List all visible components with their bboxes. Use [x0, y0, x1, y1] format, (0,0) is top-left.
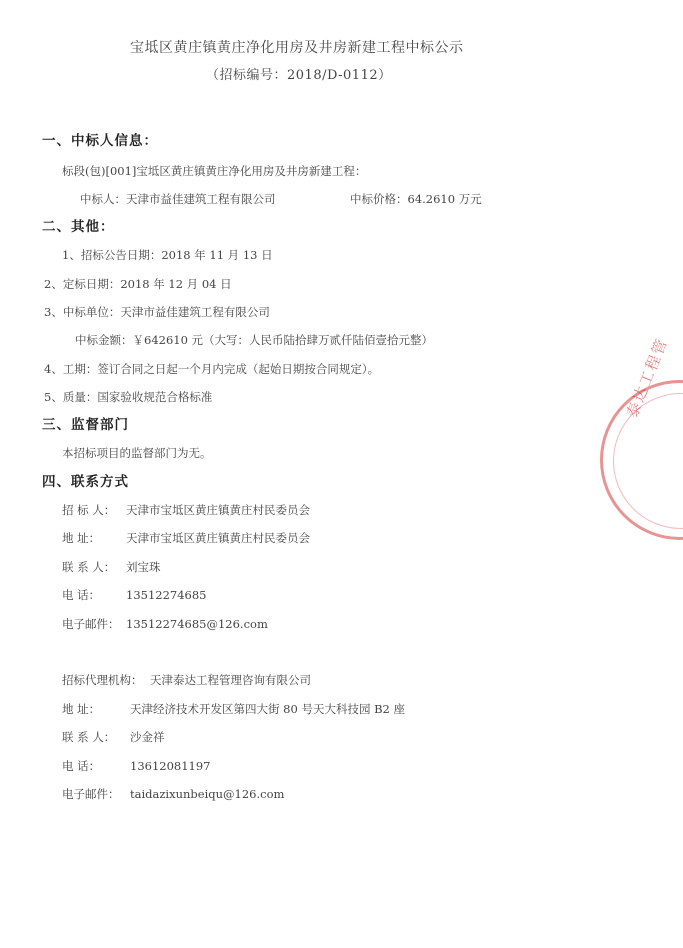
official-seal [600, 334, 683, 540]
section-heading-other: 二、其他： [42, 219, 115, 235]
tenderer-address-value: 天津市宝坻区黄庄镇黄庄村民委员会 [126, 531, 310, 545]
tender-number: （招标编号：2018/D-0112） [206, 68, 392, 83]
tenderer-contact-value: 刘宝珠 [126, 560, 161, 574]
section-heading-winner-info: 一、中标人信息： [42, 133, 158, 149]
tender-notice-date: 1、招标公告日期：2018 年 11 月 13 日 [62, 248, 273, 262]
award-date: 2、定标日期：2018 年 12 月 04 日 [44, 277, 232, 291]
winning-bidder: 中标人：天津市益佳建筑工程有限公司 [80, 192, 276, 206]
construction-period: 4、工期：签订合同之日起一个月内完成（起始日期按合同规定）。 [44, 362, 380, 376]
winning-price: 中标价格：64.2610 万元 [350, 192, 482, 206]
section-heading-supervision: 三、监督部门 [42, 417, 129, 433]
section-heading-contact: 四、联系方式 [42, 474, 129, 490]
agency-phone-label: 电 话： [62, 759, 101, 773]
agency-email-label: 电子邮件： [62, 787, 120, 801]
agency-email-value: taidazixunbeiqu@126.com [130, 787, 285, 801]
quality-standard: 5、质量：国家验收规范合格标准 [44, 390, 213, 404]
tenderer-email-label: 电子邮件： [62, 617, 120, 631]
tenderer-phone-label: 电 话： [62, 588, 101, 602]
tenderer-email-value: 13512274685@126.com [126, 617, 268, 631]
supervision-text: 本招标项目的监督部门为无。 [62, 446, 212, 460]
agency-label: 招标代理机构： [62, 673, 143, 687]
tenderer-address-label: 地 址： [62, 531, 101, 545]
tenderer-contact-label: 联 系 人： [62, 560, 116, 574]
lot-description: 标段(包)[001]宝坻区黄庄镇黄庄净化用房及井房新建工程： [62, 164, 367, 178]
agency-address-value: 天津经济技术开发区第四大街 80 号天大科技园 B2 座 [130, 702, 406, 716]
tenderer-value: 天津市宝坻区黄庄镇黄庄村民委员会 [126, 503, 310, 517]
agency-contact-value: 沙金祥 [130, 730, 165, 744]
winning-amount: 中标金额：￥642610 元（大写：人民币陆拾肆万贰仟陆佰壹拾元整） [75, 333, 434, 347]
document-title: 宝坻区黄庄镇黄庄净化用房及井房新建工程中标公示 [130, 40, 464, 56]
tenderer-phone-value: 13512274685 [126, 588, 207, 602]
agency-contact-label: 联 系 人： [62, 730, 116, 744]
agency-value: 天津泰达工程管理咨询有限公司 [150, 673, 311, 687]
seal-text: 泰达工程管 [622, 334, 672, 421]
tenderer-label: 招 标 人： [62, 503, 116, 517]
winning-unit: 3、中标单位：天津市益佳建筑工程有限公司 [44, 305, 270, 319]
agency-phone-value: 13612081197 [130, 759, 211, 773]
agency-address-label: 地 址： [62, 702, 101, 716]
